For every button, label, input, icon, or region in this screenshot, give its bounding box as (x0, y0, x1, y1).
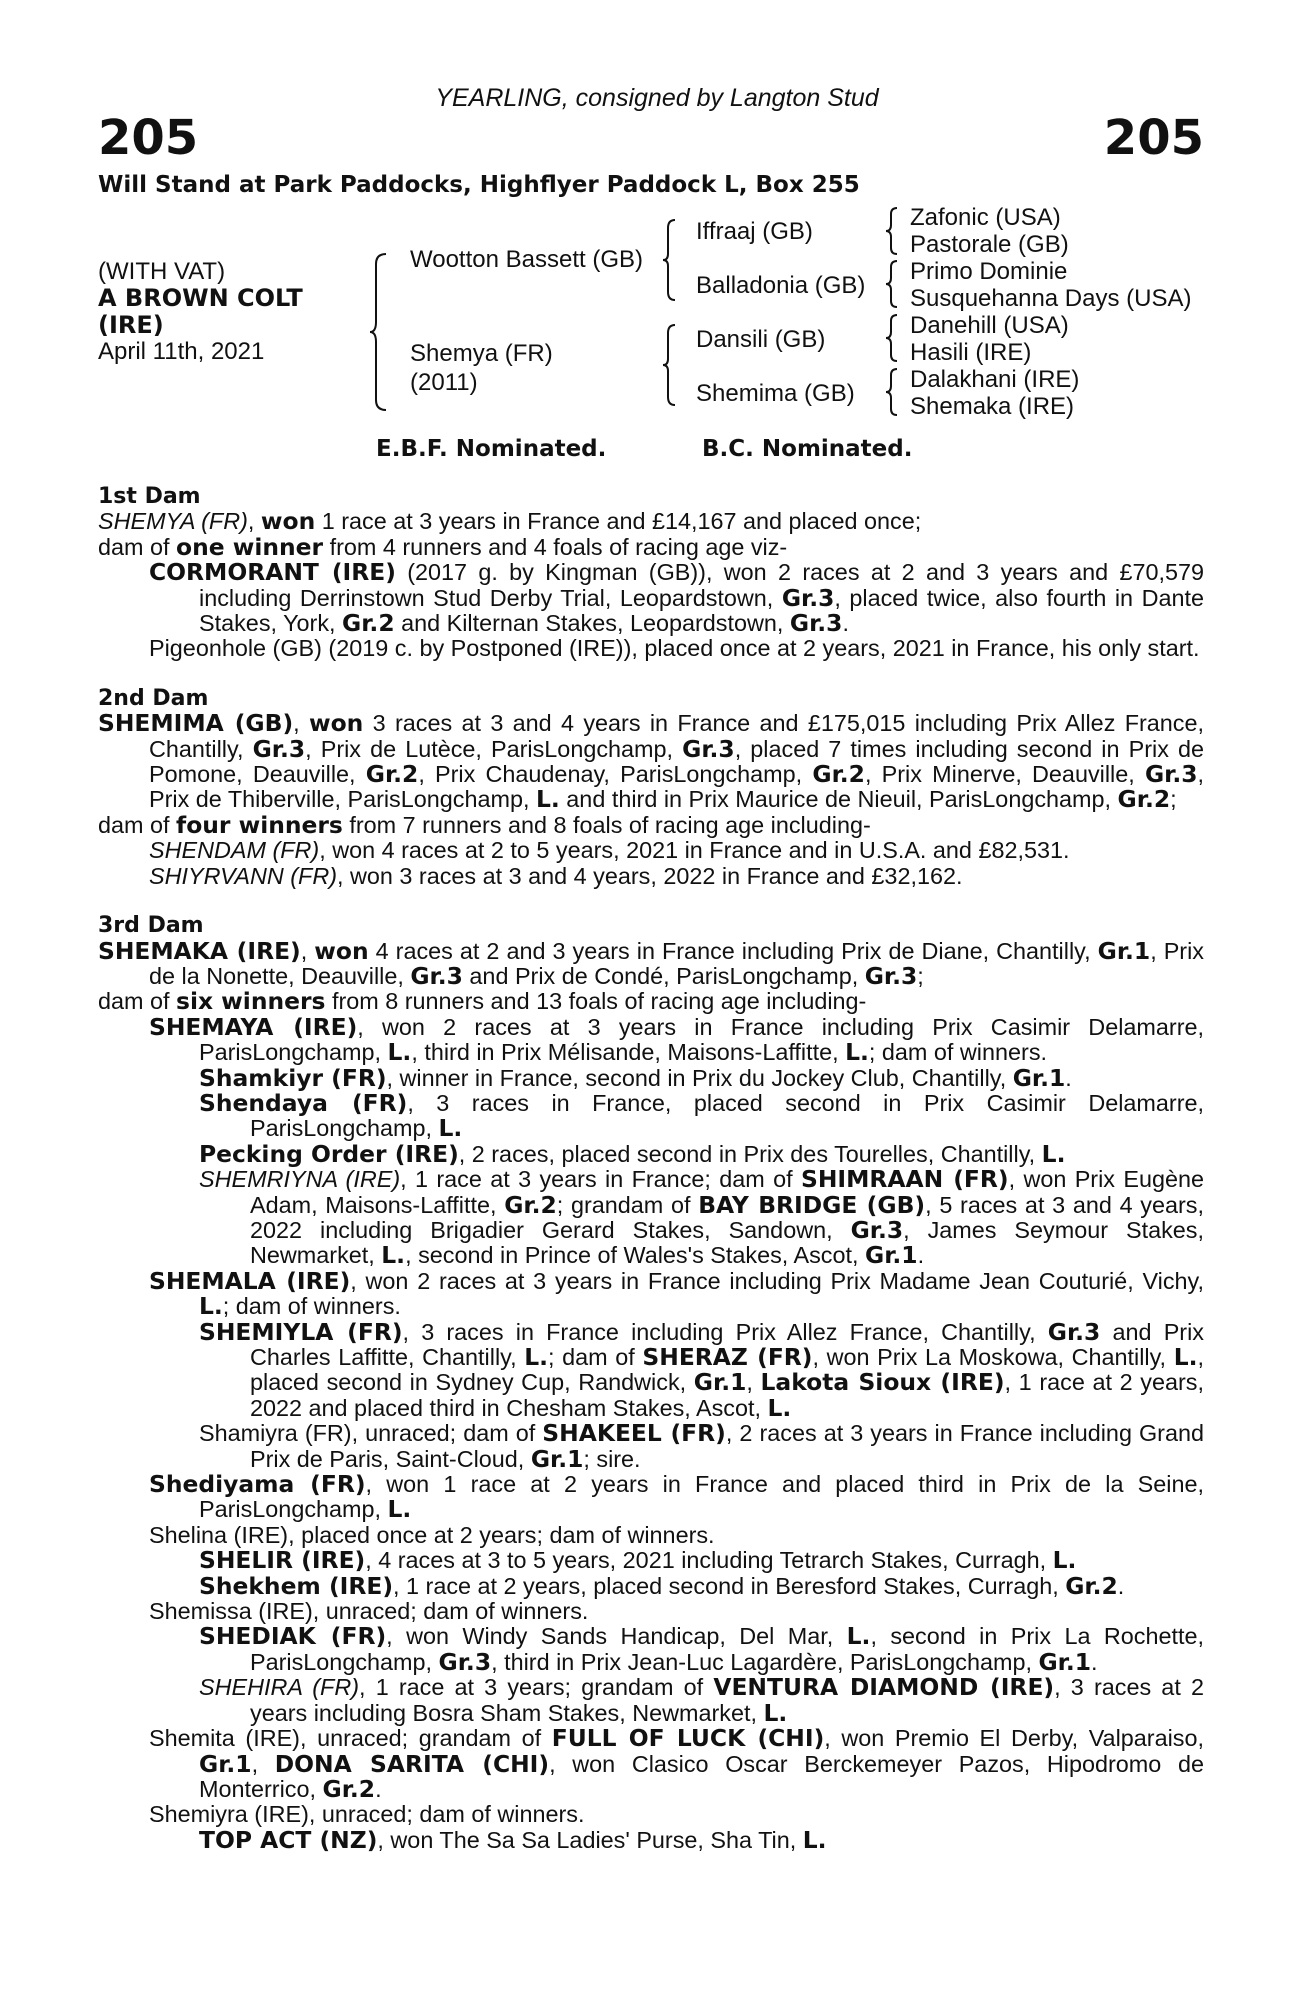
produce-entry: Shemita (IRE), unraced; grandam of FULL OF LUCK (CHI), won Premio El Derby, Valparaiso, Gr.1, DONA SARITA (CHI), won Clasico Oscar Berckemeyer Pazos, Hipodromo de Monterrico, Gr.2. (149, 1724, 1204, 1803)
pedigree-brace-g1 (884, 206, 900, 256)
pedigree-brace-g4 (884, 367, 900, 417)
pedigree-dam-year: (2011) (410, 369, 478, 396)
first-dam-produce-summary: dam of one winner from 4 runners and 4 foals of racing age viz- (98, 532, 788, 561)
pedigree-g2: Pastorale (GB) (910, 231, 1069, 258)
lot-number-left: 205 (98, 110, 199, 166)
bc-nomination: B.C. Nominated. (702, 436, 913, 462)
horse-description: A BROWN COLT (98, 284, 303, 312)
produce-entry: Shendaya (FR), 3 races in France, placed second in Prix Casimir Delamarre, ParisLongchamp, L. (199, 1088, 1205, 1143)
produce-entry: SHEMAYA (IRE), won 2 races at 3 years in France including Prix Casimir Delamarre, ParisLongchamp, L., third in Prix Mélisande, Maisons-Laffitte, L.; dam of winners. (149, 1012, 1204, 1067)
produce-entry: CORMORANT (IRE) (2017 g. by Kingman (GB)), won 2 races at 2 and 3 years and £70,579 including Derrinstown Stud Derby Trial, Leopardstown, Gr.3, placed twice, also fourth in Dante Stakes, York, Gr.2 and Kilternan Stakes, Leopardstown, Gr.3. (149, 558, 1205, 638)
produce-entry: Shamkiyr (FR), winner in France, second in Prix du Jockey Club, Chantilly, Gr.1. (199, 1063, 1072, 1092)
lot-number-right: 205 (1103, 110, 1204, 166)
produce-entry: SHEMRIYNA (IRE), 1 race at 3 years in France; dam of SHIMRAAN (FR), won Prix Eugène Adam, Maisons-Laffitte, Gr.2; grandam of BAY BRIDGE (GB), 5 races at 3 and 4 years, 2022 including Brigadier Gerard Stakes, Sandown, Gr.3, James Seymour Stakes, Newmarket, L., second in Prince of Wales's Stakes, Ascot, Gr.1. (199, 1165, 1205, 1270)
pedigree-g4: Susquehanna Days (USA) (910, 285, 1192, 312)
produce-entry: Shamiyra (FR), unraced; dam of SHAKEEL (FR), 2 races at 3 years in France including Grand Prix de Paris, Saint-Cloud, Gr.1; sire. (199, 1419, 1204, 1473)
produce-entry: SHEMIYLA (FR), 3 races in France including Prix Allez France, Chantilly, Gr.3 and Prix Charles Laffitte, Chantilly, L.; dam of SHERAZ (FR), won Prix La Moskowa, Chantilly, L., placed second in Sydney Cup, Randwick, Gr.1, Lakota Sioux (IRE), 1 race at 2 years, 2022 and placed third in Chesham Stakes, Ascot, L. (199, 1317, 1205, 1422)
produce-entry: SHELIR (IRE), 4 races at 3 to 5 years, 2021 including Tetrarch Stakes, Curragh, L. (199, 1546, 1077, 1575)
produce-entry: Pigeonhole (GB) (2019 c. by Postponed (IRE)), placed once at 2 years, 2021 in France, his only start. (149, 635, 1200, 662)
first-dam-heading: 1st Dam (98, 484, 201, 509)
stand-location: Will Stand at Park Paddocks, Highflyer Paddock L, Box 255 (98, 172, 860, 198)
produce-entry: Shemiyra (IRE), unraced; dam of winners. (149, 1801, 585, 1828)
produce-entry: SHIYRVANN (FR), won 3 races at 3 and 4 years, 2022 in France and £32,162. (149, 862, 963, 889)
second-dam-produce-summary: dam of four winners from 7 runners and 8 foals of racing age including- (98, 810, 871, 839)
pedigree-g6: Hasili (IRE) (910, 339, 1032, 366)
produce-entry: Shekhem (IRE), 1 race at 2 years, placed second in Beresford Stakes, Curragh, Gr.2. (199, 1571, 1125, 1600)
vat-note: (WITH VAT) (98, 258, 226, 285)
pedigree-dam: Shemya (FR) (410, 340, 553, 367)
first-dam-paragraph: SHEMYA (FR), won 1 race at 3 years in France and £14,167 and placed once; (98, 507, 922, 536)
ebf-nomination: E.B.F. Nominated. (376, 436, 607, 462)
pedigree-brace-g3 (884, 313, 900, 363)
produce-entry: SHENDAM (FR), won 4 races at 2 to 5 years, 2021 in France and in U.S.A. and £82,531. (149, 837, 1070, 864)
pedigree-sire: Wootton Bassett (GB) (410, 246, 643, 273)
pedigree-brace-g2 (884, 259, 900, 309)
produce-entry: Pecking Order (IRE), 2 races, placed second in Prix des Tourelles, Chantilly, L. (199, 1139, 1066, 1168)
pedigree-g8: Shemaka (IRE) (910, 393, 1075, 420)
produce-entry: Shemissa (IRE), unraced; dam of winners. (149, 1598, 589, 1625)
horse-breeding-country: (IRE) (98, 311, 164, 339)
pedigree-g1: Zafonic (USA) (910, 204, 1061, 231)
pedigree-g5: Danehill (USA) (910, 312, 1069, 339)
pedigree-g3: Primo Dominie (910, 258, 1068, 285)
pedigree-g7: Dalakhani (IRE) (910, 366, 1080, 393)
third-dam-heading: 3rd Dam (98, 913, 204, 939)
pedigree-sire-sire: Iffraaj (GB) (696, 218, 813, 245)
pedigree-dam-dam: Shemima (GB) (696, 380, 855, 407)
produce-entry: TOP ACT (NZ), won The Sa Sa Ladies' Purse, Sha Tin, L. (199, 1825, 827, 1854)
produce-entry: Shediyama (FR), won 1 race at 2 years in France and placed third in Prix de la Seine, ParisLongchamp, L. (149, 1470, 1205, 1524)
produce-entry: SHEMALA (IRE), won 2 races at 3 years in France including Prix Madame Jean Couturié, Vichy, L.; dam of winners. (149, 1266, 1204, 1321)
produce-entry: Shelina (IRE), placed once at 2 years; dam of winners. (149, 1521, 715, 1548)
produce-record (98, 484, 1204, 1853)
pedigree-brace-dam (662, 323, 678, 407)
produce-entry: SHEHIRA (FR), 1 race at 3 years; grandam of VENTURA DIAMOND (IRE), 3 races at 2 years including Bosra Sham Stakes, Newmarket, L. (199, 1673, 1204, 1727)
third-dam-paragraph: SHEMAKA (IRE), won 4 races at 2 and 3 years in France including Prix de Diane, Chantilly, Gr.1, Prix de la Nonette, Deauville, Gr.3 and Prix de Condé, ParisLongchamp, Gr.3; (98, 936, 1204, 990)
pedigree-brace-main (368, 252, 392, 412)
second-dam-heading: 2nd Dam (98, 685, 209, 711)
foaling-date: April 11th, 2021 (98, 338, 265, 365)
pedigree-brace-sire (662, 218, 678, 302)
pedigree-sire-dam: Balladonia (GB) (696, 272, 866, 299)
consignment-line: YEARLING, consigned by Langton Stud (435, 84, 879, 112)
produce-entry: SHEDIAK (FR), won Windy Sands Handicap, Del Mar, L., second in Prix La Rochette, ParisLongchamp, Gr.3, third in Prix Jean-Luc Lagardère, ParisLongchamp, Gr.1. (199, 1622, 1205, 1676)
pedigree-dam-sire: Dansili (GB) (696, 326, 826, 353)
second-dam-paragraph: SHEMIMA (GB), won 3 races at 3 and 4 years in France and £175,015 including Prix Allez France, Chantilly, Gr.3, Prix de Lutèce, ParisLongchamp, Gr.3, placed 7 times including second in Prix de Pomone, Deauville, Gr.2, Prix Chaudenay, ParisLongchamp, Gr.2, Prix Minerve, Deauville, Gr.3, Prix de Thiberville, ParisLongchamp, L. and third in Prix Maurice de Nieuil, ParisLongchamp, Gr.2; (98, 709, 1205, 814)
third-dam-produce-summary: dam of six winners from 8 runners and 13 foals of racing age including- (98, 987, 867, 1016)
